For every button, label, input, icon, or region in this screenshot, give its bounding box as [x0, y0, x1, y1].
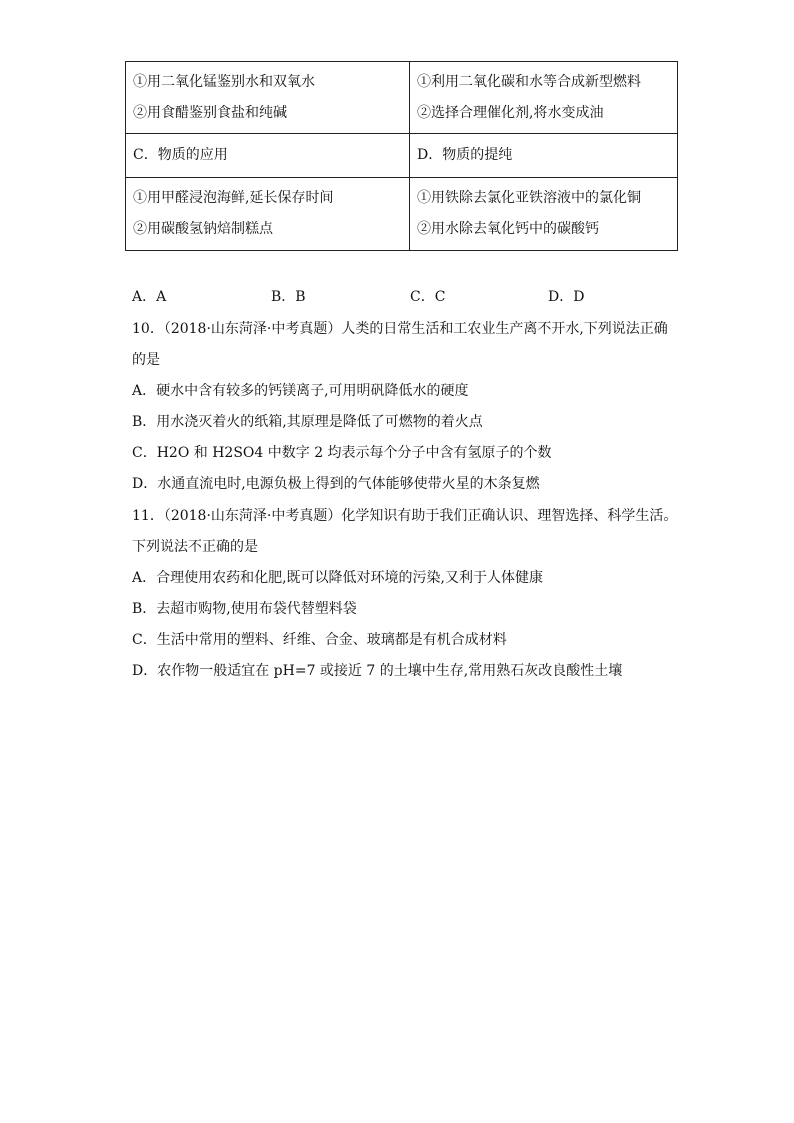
table-cell-a	[126, 62, 410, 134]
option-d[interactable]: D．D	[548, 289, 585, 305]
cell-line: ①用二氧化锰鉴别水和双氧水	[133, 74, 315, 90]
cell-line: ①用铁除去氯化亚铁溶液中的氯化铜	[417, 190, 641, 206]
q10-option-d[interactable]: D．水通直流电时,电源负极上得到的气体能够使带火星的木条复燃	[132, 476, 540, 492]
q9-options	[132, 287, 692, 307]
cell-line: ②用碳酸氢钠焙制糕点	[133, 221, 273, 237]
options-table	[125, 61, 678, 251]
q11-stem: 11．（2018·山东菏泽·中考真题）化学知识有助于我们正确认识、理智选择、科学生活。	[132, 508, 678, 524]
cell-heading: C．物质的应用	[133, 147, 228, 163]
q11-option-a[interactable]: A．合理使用农药和化肥,既可以降低对环境的污染,又利于人体健康	[132, 570, 544, 586]
q11-stem-cont: 下列说法不正确的是	[132, 539, 258, 555]
cell-heading: D．物质的提纯	[417, 147, 513, 163]
q10-option-a[interactable]: A．硬水中含有较多的钙镁离子,可用明矾降低水的硬度	[132, 383, 469, 399]
q11-option-d[interactable]: D．农作物一般适宜在 pH=7 或接近 7 的土壤中生存,常用熟石灰改良酸性土壤	[132, 663, 623, 679]
option-c[interactable]: C．C	[410, 289, 446, 305]
table-cell-c	[126, 178, 410, 251]
table-header-d	[410, 134, 678, 178]
table-header-c	[126, 134, 410, 178]
option-a[interactable]: A．A	[132, 289, 167, 305]
cell-line: ②选择合理催化剂,将水变成油	[417, 105, 604, 121]
cell-line: ②用水除去氧化钙中的碳酸钙	[417, 221, 599, 237]
cell-line: ②用食醋鉴别食盐和纯碱	[133, 105, 287, 121]
table-cell-d	[410, 178, 678, 251]
q10-stem: 10．（2018·山东菏泽·中考真题）人类的日常生活和工农业生产离不开水,下列说法正确	[132, 321, 668, 337]
q10-stem-cont: 的是	[132, 352, 160, 368]
table-row	[126, 62, 678, 134]
table-cell-b	[410, 62, 678, 134]
table-row	[126, 134, 678, 178]
option-b[interactable]: B．B	[271, 289, 306, 305]
q11-option-c[interactable]: C．生活中常用的塑料、纤维、合金、玻璃都是有机合成材料	[132, 632, 507, 648]
cell-line: ①利用二氧化碳和水等合成新型燃料	[417, 74, 641, 90]
q10-option-b[interactable]: B．用水浇灭着火的纸箱,其原理是降低了可燃物的着火点	[132, 414, 483, 430]
cell-line: ①用甲醛浸泡海鲜,延长保存时间	[133, 190, 334, 206]
table-row	[126, 178, 678, 251]
q11-option-b[interactable]: B．去超市购物,使用布袋代替塑料袋	[132, 601, 357, 617]
q10-option-c[interactable]: C．H2O 和 H2SO4 中数字 2 均表示每个分子中含有氢原子的个数	[132, 445, 552, 461]
